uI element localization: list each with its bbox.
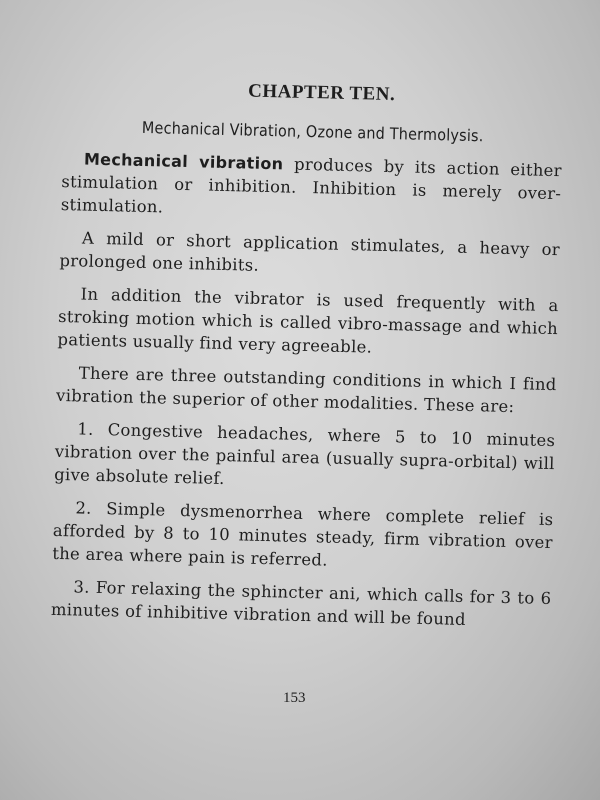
page-number: 153 — [283, 690, 306, 706]
list-item-2: 2. Simple dysmenorrhea where complete relief is afforded by 8 to 10 minutes steady, firm vibration over the area where pain is referred. — [52, 498, 554, 570]
paragraph-1-lead: Mechanical vibration — [83, 149, 284, 174]
list-item-3: 3. For relaxing the sphincter ani, which calls for 3 to 6 minutes of inhibitive vibration and will be found — [50, 577, 552, 629]
page-text-block — [50, 76, 563, 643]
paragraph-3: In addition the vibrator is used frequently with a stroking motion which is called vibro-massage and which patients usually find very agreeable. — [57, 284, 559, 357]
paragraph-1-text: produces by its action either stimulation or inhibition. Inhibition is merely over-stimulation. — [60, 154, 563, 217]
paragraph-1 — [61, 147, 563, 228]
paragraph-4: There are three outstanding conditions in which I find vibration the superior of other modalities. These are: — [55, 363, 557, 417]
paragraph-2: A mild or short application stimulates, a heavy or prolonged one inhibits. — [59, 228, 561, 275]
section-title: Mechanical Vibration, Ozone and Thermolysis. — [141, 117, 484, 146]
list-item-1: 1. Congestive headaches, where 5 to 10 minutes vibration over the painful area (usually supra-orbital) will give absolute relief. — [54, 419, 556, 489]
chapter-heading: CHAPTER TEN. — [247, 80, 396, 106]
